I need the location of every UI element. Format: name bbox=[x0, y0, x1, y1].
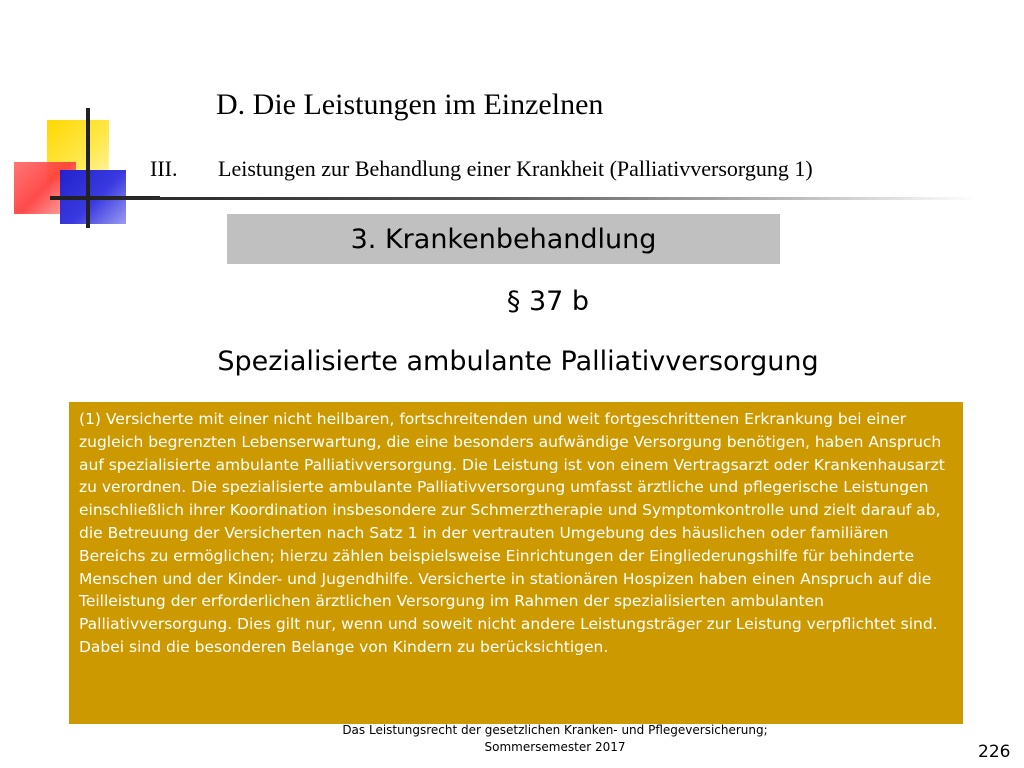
page-number: 226 bbox=[978, 742, 1011, 762]
footer-semester: Sommersemester 2017 bbox=[484, 740, 626, 754]
title-divider-line bbox=[86, 197, 976, 200]
subtitle-text: Leistungen zur Behandlung einer Krankheit (Palliativversorgung 1) bbox=[218, 156, 813, 181]
paragraph-heading: Spezialisierte ambulante Palliativversorgung bbox=[217, 346, 819, 377]
slide-footer bbox=[300, 722, 810, 756]
law-text-body: (1) Versicherte mit einer nicht heilbaren, fortschreitenden und weit fortgeschrittenen Erkrankung bei einer zugleich begrenzten Lebenserwartung, die eine besonders aufwändige Versorgung benötigen, haben Anspruch auf spezialisierte ambulante Palliativversorgung. Die Leistung ist von einem Vertragsarzt oder Krankenhausarzt zu verordnen. Die spezialisierte ambulante Palliativversorgung umfasst ärztliche und pflegerische Leistungen einschließlich ihrer Koordination insbesondere zur Schmerztherapie und Symptomkontrolle und zielt darauf ab, die Betreuung der Versicherten nach Satz 1 in der vertrauten Umgebung des häuslichen oder familiären Bereichs zu ermöglichen; hierzu zählen beispielsweise Einrichtungen der Eingliederungshilfe für behinderte Menschen und der Kinder- und Jugendhilfe. Versicherte in stationären Hospizen haben einen Anspruch auf die Teilleistung der erforderlichen ärztlichen Versorgung im Rahmen der spezialisierten ambulanten Palliativversorgung. Dies gilt nur, wenn und soweit nicht andere Leistungsträger zur Leistung verpflichtet sind. Dabei sind die besonderen Belange von Kindern zu berücksichtigen. bbox=[79, 410, 945, 656]
paragraph-reference: § 37 b bbox=[506, 286, 590, 317]
footer-course-title: Das Leistungsrecht der gesetzlichen Kranken- und Pflegeversicherung; bbox=[342, 723, 768, 737]
decorative-logo bbox=[0, 0, 200, 240]
section-banner bbox=[227, 214, 780, 264]
subtitle-number: III. bbox=[150, 156, 178, 181]
law-text-box bbox=[69, 402, 963, 724]
section-banner-label: 3. Krankenbehandlung bbox=[350, 223, 657, 255]
slide-title: D. Die Leistungen im Einzelnen bbox=[216, 88, 604, 121]
vertical-line-shape bbox=[86, 108, 90, 228]
